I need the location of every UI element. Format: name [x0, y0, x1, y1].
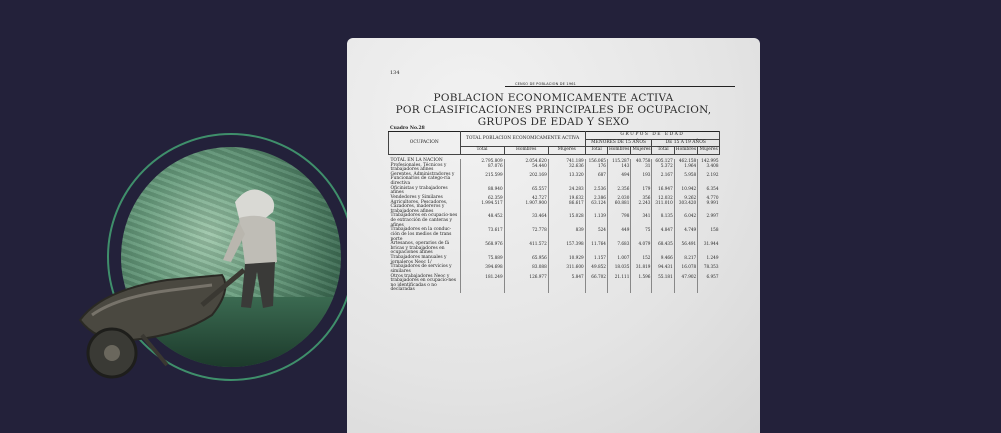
row-value: 75	[631, 228, 652, 242]
row-value: 4.749	[674, 228, 697, 242]
row-value: 18.035	[607, 265, 630, 274]
row-label: Artesanos, operarios de fá bricas y trabajadores en ocupaciones afines	[390, 241, 450, 256]
row-value: 215.599	[460, 173, 504, 187]
row-value: 13.320	[548, 173, 585, 187]
row-value: 12.032	[652, 196, 674, 201]
row-value: 2.386	[585, 196, 607, 201]
row-value: 394.698	[460, 265, 504, 274]
row-label: Gerentes, Administradores y Funcionarios de catego-ría directiva	[390, 171, 455, 186]
row-label: Trabajadores en la conduc-ción de los medios de trans porte	[390, 227, 452, 242]
row-value: 1.907.900	[504, 201, 548, 215]
row-value: 24.283	[548, 187, 585, 196]
row-value: 356	[631, 196, 652, 201]
table-row	[389, 228, 720, 242]
row-value: 94.431	[652, 265, 674, 274]
row-value: 10.929	[548, 256, 585, 265]
row-value: 78.353	[698, 265, 720, 274]
sub-women: Mujeres	[698, 147, 720, 155]
row-value: 741.189	[548, 159, 585, 164]
row-value: 47.902	[674, 275, 697, 294]
row-value: 2.243	[631, 201, 652, 215]
row-value: 1.139	[585, 214, 607, 228]
row-value: 303.420	[674, 201, 697, 215]
row-value: 142.995	[698, 159, 720, 164]
sub-men: Hombres	[674, 147, 697, 155]
row-value: 311.600	[548, 265, 585, 274]
row-value: 2.167	[652, 173, 674, 187]
row-value: 449	[607, 228, 630, 242]
col-age-groups: GRUPOS DE EDAD	[585, 132, 719, 140]
table-body	[389, 154, 720, 293]
row-value: 798	[607, 214, 630, 228]
row-value: 156.065	[585, 159, 607, 164]
document-title-line1: POBLACION ECONOMICAMENTE ACTIVA	[433, 92, 674, 104]
row-label: Agricultores, Pescadores, Cazadores, madereros y trabajadores afines	[390, 199, 448, 214]
row-value: 48.452	[460, 214, 504, 228]
row-value: 9.466	[652, 256, 674, 265]
row-value: 341	[631, 214, 652, 228]
sub-women: Mujeres	[631, 147, 652, 155]
row-value: 1.157	[585, 256, 607, 265]
row-value: 5.847	[548, 275, 585, 294]
row-value: 87.076	[460, 164, 504, 173]
row-value: 1.249	[698, 256, 720, 265]
row-value: 176	[585, 164, 607, 173]
row-value: 687	[585, 173, 607, 187]
row-value: 9.262	[674, 196, 697, 201]
row-value: 54.440	[504, 164, 548, 173]
row-value: 2.356	[607, 187, 630, 196]
table-row	[389, 201, 720, 215]
census-header: CENSO DE POBLACION DE 1961	[505, 82, 735, 87]
row-value: 86.617	[548, 201, 585, 215]
table-label: Cuadro No.28	[390, 126, 425, 131]
row-value: 158	[698, 228, 720, 242]
row-value: 10.942	[674, 187, 697, 196]
row-value: 21.111	[607, 275, 630, 294]
row-value: 202.169	[504, 173, 548, 187]
sub-men: Hombres	[504, 147, 548, 155]
row-value: 5.372	[652, 164, 674, 173]
row-value: 15.028	[548, 214, 585, 228]
sub-total: Total	[460, 147, 504, 155]
row-value: 33.464	[504, 214, 548, 228]
col-total-group: TOTAL POBLACION ECONOMICAMENTE ACTIVA	[460, 132, 585, 147]
row-value: 193	[631, 173, 652, 187]
row-value: 4.847	[652, 228, 674, 242]
row-value: 839	[548, 228, 585, 242]
row-value: 1.964	[674, 164, 697, 173]
row-value: 143	[607, 164, 630, 173]
row-label: TOTAL EN LA NACION	[390, 157, 443, 163]
row-label: Trabajadores manuales y jornaleros Neoc 1/	[390, 255, 447, 265]
sub-total: Total	[652, 147, 674, 155]
row-value: 75.889	[460, 256, 504, 265]
row-value: 4.770	[698, 196, 720, 201]
row-value: 63.124	[585, 201, 607, 215]
row-value: 8.217	[674, 256, 697, 265]
row-value: 494	[607, 173, 630, 187]
row-value: 49.852	[585, 265, 607, 274]
row-label: Trabajadores en ocupacio-nes de extracción de canteras y afines	[390, 213, 458, 228]
row-value: 56.491	[674, 242, 697, 256]
row-value: 4.079	[631, 242, 652, 256]
row-value: 62.359	[460, 196, 504, 201]
row-value: 2.536	[585, 187, 607, 196]
row-value: 181.249	[460, 275, 504, 294]
col-15to19: DE 15 A 19 AÑOS	[652, 139, 720, 147]
row-value: 40.758	[631, 159, 652, 164]
page-number: 134	[390, 70, 400, 76]
table-row	[389, 173, 720, 187]
col-occupation: OCUPACION	[389, 132, 461, 155]
row-label: Oficinistas y trabajadores afines	[390, 185, 448, 196]
row-value: 2.054.620	[504, 159, 548, 164]
row-value: 1.596	[631, 275, 652, 294]
row-value: 568.976	[460, 242, 504, 256]
col-under15: MENORES DE 15 AÑOS	[585, 139, 652, 147]
wheelbarrow-icon	[72, 235, 247, 385]
row-value: 73.617	[460, 228, 504, 242]
row-value: 60.881	[607, 201, 630, 215]
row-value: 2.997	[698, 214, 720, 228]
row-value: 311.010	[652, 201, 674, 215]
row-value: 524	[585, 228, 607, 242]
table-row	[389, 242, 720, 256]
census-document	[347, 38, 760, 433]
row-value: 126.977	[504, 275, 548, 294]
row-value: 2.030	[607, 196, 630, 201]
row-value: 32.636	[548, 164, 585, 173]
row-value: 16.078	[674, 265, 697, 274]
row-value: 83.088	[504, 265, 548, 274]
row-value: 31	[631, 164, 652, 173]
row-value: 6.957	[698, 275, 720, 294]
row-value: 115.287	[607, 159, 630, 164]
row-value: 6.042	[674, 214, 697, 228]
row-value: 2.795.809	[460, 159, 504, 164]
row-value: 72.778	[504, 228, 548, 242]
row-value: 19.632	[548, 196, 585, 201]
row-value: 157.398	[548, 242, 585, 256]
row-value: 88.940	[460, 187, 504, 196]
row-value: 152	[631, 256, 652, 265]
row-value: 16.947	[652, 187, 674, 196]
row-label: Otros trabajadores Neoc y trabajadores en ocupacio-nes no identificadas o no declaradas	[390, 273, 457, 293]
occupation-table	[388, 131, 720, 293]
row-value: 65.557	[504, 187, 548, 196]
row-value: 6.354	[698, 187, 720, 196]
row-value: 11.764	[585, 242, 607, 256]
row-value: 8.135	[652, 214, 674, 228]
document-title-line2: POR CLASIFICACIONES PRINCIPALES DE OCUPACION,	[395, 104, 712, 116]
row-value: 3.408	[698, 164, 720, 173]
sub-total: Total	[585, 147, 607, 155]
row-value: 42.727	[504, 196, 548, 201]
table-row	[389, 214, 720, 228]
row-value: 1.007	[607, 256, 630, 265]
row-value: 9.991	[698, 201, 720, 215]
row-value: 31.819	[631, 265, 652, 274]
row-value: 66.702	[585, 275, 607, 294]
row-value: 411.572	[504, 242, 548, 256]
row-value: 179	[631, 187, 652, 196]
document-title-line3: GRUPOS DE EDAD Y SEXO	[477, 116, 630, 128]
row-label: Profesionales, Técnicos y trabajadores afines	[390, 162, 447, 173]
row-value: 7.683	[607, 242, 630, 256]
row-value: 65.956	[504, 256, 548, 265]
row-label: Trabajadores de servicios y similares	[390, 264, 452, 274]
row-value: 462.158	[674, 159, 697, 164]
row-value: 2.192	[698, 173, 720, 187]
table-row	[389, 275, 720, 294]
row-value: 68.435	[652, 242, 674, 256]
row-value: 31.944	[698, 242, 720, 256]
sub-men: Hombres	[607, 147, 630, 155]
sub-women: Mujeres	[548, 147, 585, 155]
row-value: 55.181	[652, 275, 674, 294]
row-label: Vendedores y Similares	[390, 194, 443, 200]
row-value: 605.127	[652, 159, 674, 164]
row-value: 5.958	[674, 173, 697, 187]
row-value: 1.994.517	[460, 201, 504, 215]
